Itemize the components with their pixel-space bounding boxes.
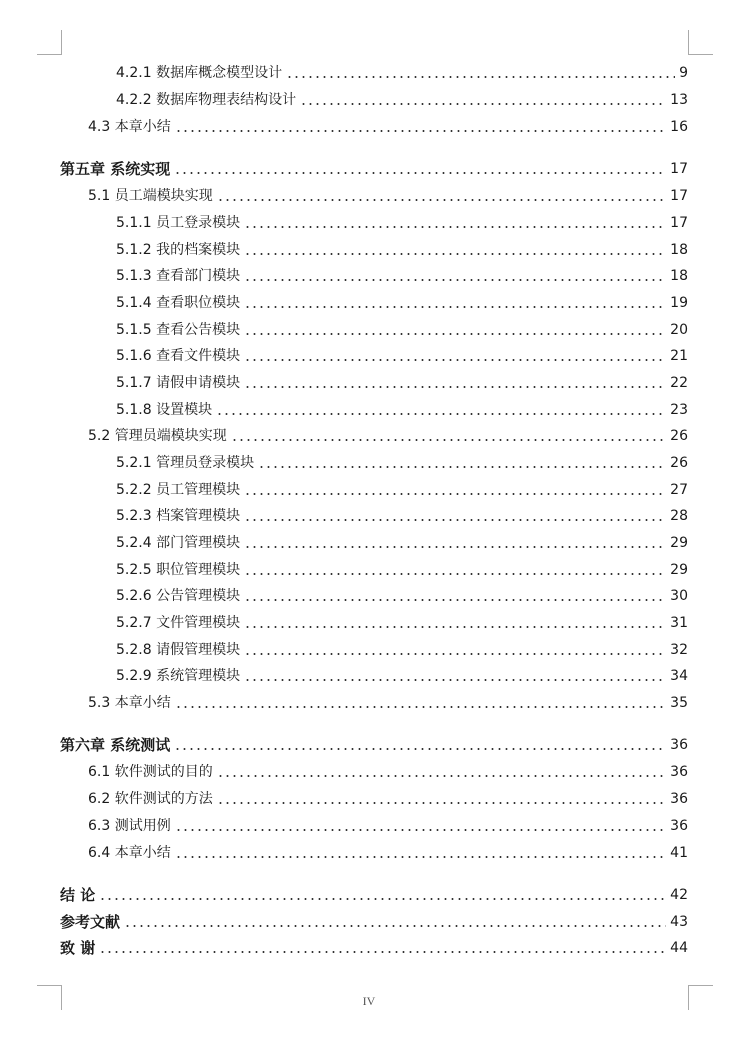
toc-entry-page: 28 xyxy=(670,508,688,524)
toc-dot-leader xyxy=(231,439,666,441)
toc-dot-leader xyxy=(216,413,666,415)
toc-entry[interactable] xyxy=(88,759,688,781)
toc-entry-page: 29 xyxy=(670,535,688,551)
toc-dot-leader xyxy=(244,386,666,388)
toc-entry-title: 5.3 本章小结 xyxy=(88,695,171,711)
toc-entry[interactable] xyxy=(116,530,688,552)
toc-dot-leader xyxy=(217,199,666,201)
toc-dot-leader xyxy=(175,130,666,132)
toc-entry-page: 17 xyxy=(670,188,688,204)
toc-entry-page: 41 xyxy=(670,845,688,861)
toc-chapter-entry[interactable] xyxy=(60,882,688,904)
toc-entry-title: 5.2.8 请假管理模块 xyxy=(116,642,241,658)
toc-entry[interactable] xyxy=(116,637,688,659)
toc-entry-title: 5.2.7 文件管理模块 xyxy=(116,615,241,631)
toc-entry-page: 9 xyxy=(679,65,688,81)
toc-entry-title: 5.1.7 请假申请模块 xyxy=(116,375,241,391)
toc-dot-leader xyxy=(124,925,666,927)
toc-entry-title: 4.2.1 数据库概念模型设计 xyxy=(116,65,283,81)
toc-entry-page: 23 xyxy=(670,402,688,418)
toc-entry-page: 29 xyxy=(670,562,688,578)
toc-entry-page: 44 xyxy=(670,940,688,956)
toc-entry[interactable] xyxy=(116,663,688,685)
toc-entry-title: 5.1.5 查看公告模块 xyxy=(116,322,241,338)
toc-chapter-entry[interactable] xyxy=(60,732,688,754)
toc-entry-page: 31 xyxy=(670,615,688,631)
toc-entry-page: 32 xyxy=(670,642,688,658)
toc-entry-title: 5.2 管理员端模块实现 xyxy=(88,428,227,444)
toc-dot-leader xyxy=(300,103,666,105)
toc-entry-page: 17 xyxy=(670,161,688,177)
toc-entry-page: 35 xyxy=(670,695,688,711)
toc-entry[interactable] xyxy=(116,87,688,109)
toc-entry-title: 第五章 系统实现 xyxy=(60,160,171,178)
toc-dot-leader xyxy=(175,706,666,708)
toc-entry[interactable] xyxy=(116,370,688,392)
toc-entry-title: 5.2.1 管理员登录模块 xyxy=(116,455,255,471)
toc-entry-title: 5.2.5 职位管理模块 xyxy=(116,562,241,578)
toc-chapter-entry[interactable] xyxy=(60,909,688,931)
toc-entry-page: 36 xyxy=(670,791,688,807)
toc-dot-leader xyxy=(99,898,666,900)
toc-entry-page: 18 xyxy=(670,242,688,258)
toc-dot-leader xyxy=(244,359,666,361)
toc-dot-leader xyxy=(244,626,666,628)
toc-entry-title: 5.2.2 员工管理模块 xyxy=(116,482,241,498)
toc-dot-leader xyxy=(244,599,666,601)
toc-entry-page: 18 xyxy=(670,268,688,284)
toc-entry-title: 5.1 员工端模块实现 xyxy=(88,188,213,204)
toc-dot-leader xyxy=(174,748,666,750)
toc-entry-page: 20 xyxy=(670,322,688,338)
toc-dot-leader xyxy=(258,466,666,468)
toc-dot-leader xyxy=(244,519,666,521)
toc-entry[interactable] xyxy=(88,423,688,445)
toc-entry-page: 30 xyxy=(670,588,688,604)
toc-entry[interactable] xyxy=(116,210,688,232)
toc-entry-page: 36 xyxy=(670,764,688,780)
toc-entry[interactable] xyxy=(116,397,688,419)
toc-entry-page: 22 xyxy=(670,375,688,391)
toc-entry[interactable] xyxy=(116,263,688,285)
toc-entry-title: 5.1.2 我的档案模块 xyxy=(116,242,241,258)
toc-entry-title: 参考文献 xyxy=(60,913,121,931)
toc-dot-leader xyxy=(217,775,666,777)
toc-entry[interactable] xyxy=(116,290,688,312)
toc-entry-title: 5.1.1 员工登录模块 xyxy=(116,215,241,231)
toc-dot-leader xyxy=(244,546,666,548)
toc-entry-title: 5.1.3 查看部门模块 xyxy=(116,268,241,284)
toc-dot-leader xyxy=(244,679,666,681)
toc-dot-leader xyxy=(244,653,666,655)
toc-entry-page: 36 xyxy=(670,818,688,834)
toc-entry[interactable] xyxy=(116,610,688,632)
toc-entry[interactable] xyxy=(116,477,688,499)
toc-entry-title: 5.1.4 查看职位模块 xyxy=(116,295,241,311)
toc-dot-leader xyxy=(286,76,675,78)
toc-entry[interactable] xyxy=(88,813,688,835)
toc-entry-page: 17 xyxy=(670,215,688,231)
toc-entry[interactable] xyxy=(88,690,688,712)
toc-entry-title: 致 谢 xyxy=(60,939,96,957)
toc-dot-leader xyxy=(99,951,666,953)
toc-dot-leader xyxy=(244,306,666,308)
page-number: IV xyxy=(362,994,376,1008)
toc-entry-title: 6.4 本章小结 xyxy=(88,845,171,861)
toc-dot-leader xyxy=(244,333,666,335)
toc-entry-page: 42 xyxy=(670,887,688,903)
toc-chapter-entry[interactable] xyxy=(60,156,688,178)
toc-entry[interactable] xyxy=(88,114,688,136)
toc-entry-page: 21 xyxy=(670,348,688,364)
toc-dot-leader xyxy=(244,253,666,255)
toc-entry-page: 13 xyxy=(670,92,688,108)
toc-entry[interactable] xyxy=(88,786,688,808)
toc-entry[interactable] xyxy=(116,343,688,365)
toc-entry-page: 27 xyxy=(670,482,688,498)
toc-entry-title: 5.2.3 档案管理模块 xyxy=(116,508,241,524)
toc-entry-page: 43 xyxy=(670,914,688,930)
toc-entry[interactable] xyxy=(116,557,688,579)
toc-entry-title: 5.2.9 系统管理模块 xyxy=(116,668,241,684)
toc-entry-page: 16 xyxy=(670,119,688,135)
toc-entry-title: 结 论 xyxy=(60,886,96,904)
toc-dot-leader xyxy=(244,279,666,281)
toc-dot-leader xyxy=(175,829,666,831)
toc-entry[interactable] xyxy=(116,60,688,82)
toc-entry-title: 4.3 本章小结 xyxy=(88,119,171,135)
toc-entry-title: 5.1.6 查看文件模块 xyxy=(116,348,241,364)
toc-entry-title: 6.1 软件测试的目的 xyxy=(88,764,213,780)
toc-entry[interactable] xyxy=(116,583,688,605)
toc-entry-title: 4.2.2 数据库物理表结构设计 xyxy=(116,92,297,108)
toc-entry-title: 第六章 系统测试 xyxy=(60,736,171,754)
toc-entry-title: 5.1.8 设置模块 xyxy=(116,402,213,418)
toc-entry[interactable] xyxy=(116,450,688,472)
toc-entry[interactable] xyxy=(116,237,688,259)
toc-entry-title: 5.2.4 部门管理模块 xyxy=(116,535,241,551)
toc-entry-page: 19 xyxy=(670,295,688,311)
toc-dot-leader xyxy=(244,573,666,575)
toc-entry-title: 6.3 测试用例 xyxy=(88,818,171,834)
toc-entry-title: 5.2.6 公告管理模块 xyxy=(116,588,241,604)
toc-entry-title: 6.2 软件测试的方法 xyxy=(88,791,213,807)
toc-entry[interactable] xyxy=(116,317,688,339)
toc-entry-page: 26 xyxy=(670,455,688,471)
toc-dot-leader xyxy=(174,172,666,174)
toc-dot-leader xyxy=(217,802,666,804)
toc-entry[interactable] xyxy=(116,503,688,525)
toc-dot-leader xyxy=(175,856,666,858)
toc-entry[interactable] xyxy=(88,840,688,862)
toc-dot-leader xyxy=(244,226,666,228)
toc-entry-page: 34 xyxy=(670,668,688,684)
toc-chapter-entry[interactable] xyxy=(60,935,688,957)
toc-entry[interactable] xyxy=(88,183,688,205)
toc-entry-page: 26 xyxy=(670,428,688,444)
toc-dot-leader xyxy=(244,493,666,495)
toc-entry-page: 36 xyxy=(670,737,688,753)
